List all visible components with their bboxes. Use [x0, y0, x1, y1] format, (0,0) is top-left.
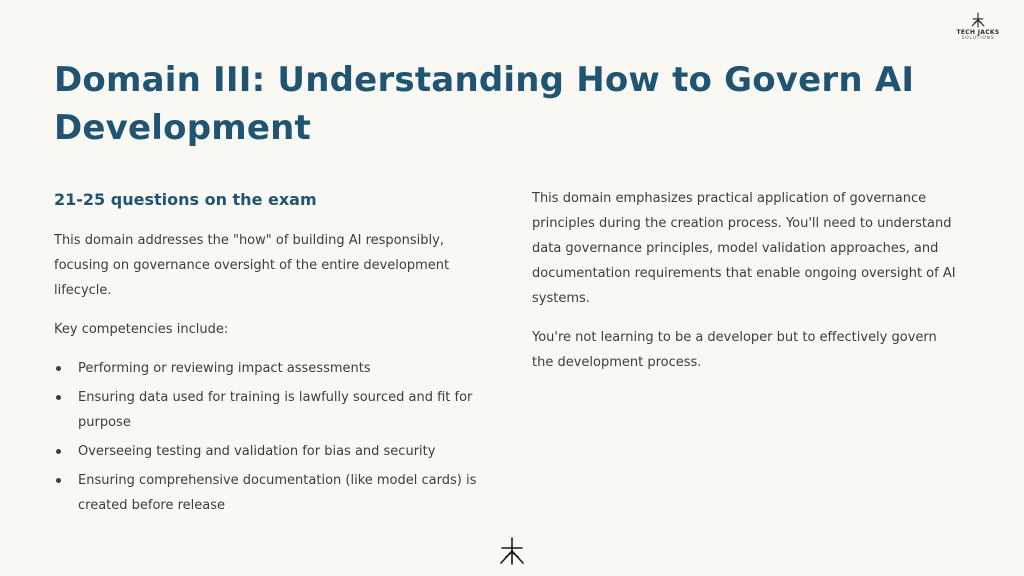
exam-question-count: 21-25 questions on the exam	[54, 190, 317, 209]
brand-name: TECH JACKS	[956, 29, 1000, 36]
competencies-list	[54, 356, 484, 518]
left-column	[54, 188, 484, 522]
brand-tagline: SOLUTIONS	[961, 36, 995, 41]
list-item	[54, 468, 484, 518]
list-item	[54, 439, 484, 464]
bullet-icon	[56, 478, 61, 483]
list-item	[54, 385, 484, 435]
list-item-text: Overseeing testing and validation for bias and security	[78, 444, 436, 459]
star-burst-icon	[970, 12, 986, 28]
brand-logo	[950, 12, 1006, 42]
domain-intro: This domain addresses the "how" of building AI responsibly, focusing on governance oversight of the entire development lifecycle.	[54, 233, 450, 298]
list-item-text: Performing or reviewing impact assessments	[78, 361, 371, 376]
developer-note-paragraph: You're not learning to be a developer but to effectively govern the development process.	[532, 330, 937, 370]
star-burst-icon	[497, 536, 527, 566]
slide-title: Domain III: Understanding How to Govern AI Development	[54, 60, 915, 148]
bullet-icon	[56, 395, 61, 400]
competencies-label: Key competencies include:	[54, 322, 229, 337]
list-item-text: Ensuring data used for training is lawfully sourced and fit for purpose	[78, 390, 473, 430]
right-column	[532, 186, 962, 389]
bullet-icon	[56, 366, 61, 371]
list-item-text: Ensuring comprehensive documentation (like model cards) is created before release	[78, 473, 477, 513]
emphasis-paragraph: This domain emphasizes practical application of governance principles during the creation process. You'll need to understand data governance principles, model validation approaches, and documentation requirements that enable ongoing oversight of AI systems.	[532, 191, 956, 306]
bullet-icon	[56, 449, 61, 454]
list-item	[54, 356, 484, 381]
